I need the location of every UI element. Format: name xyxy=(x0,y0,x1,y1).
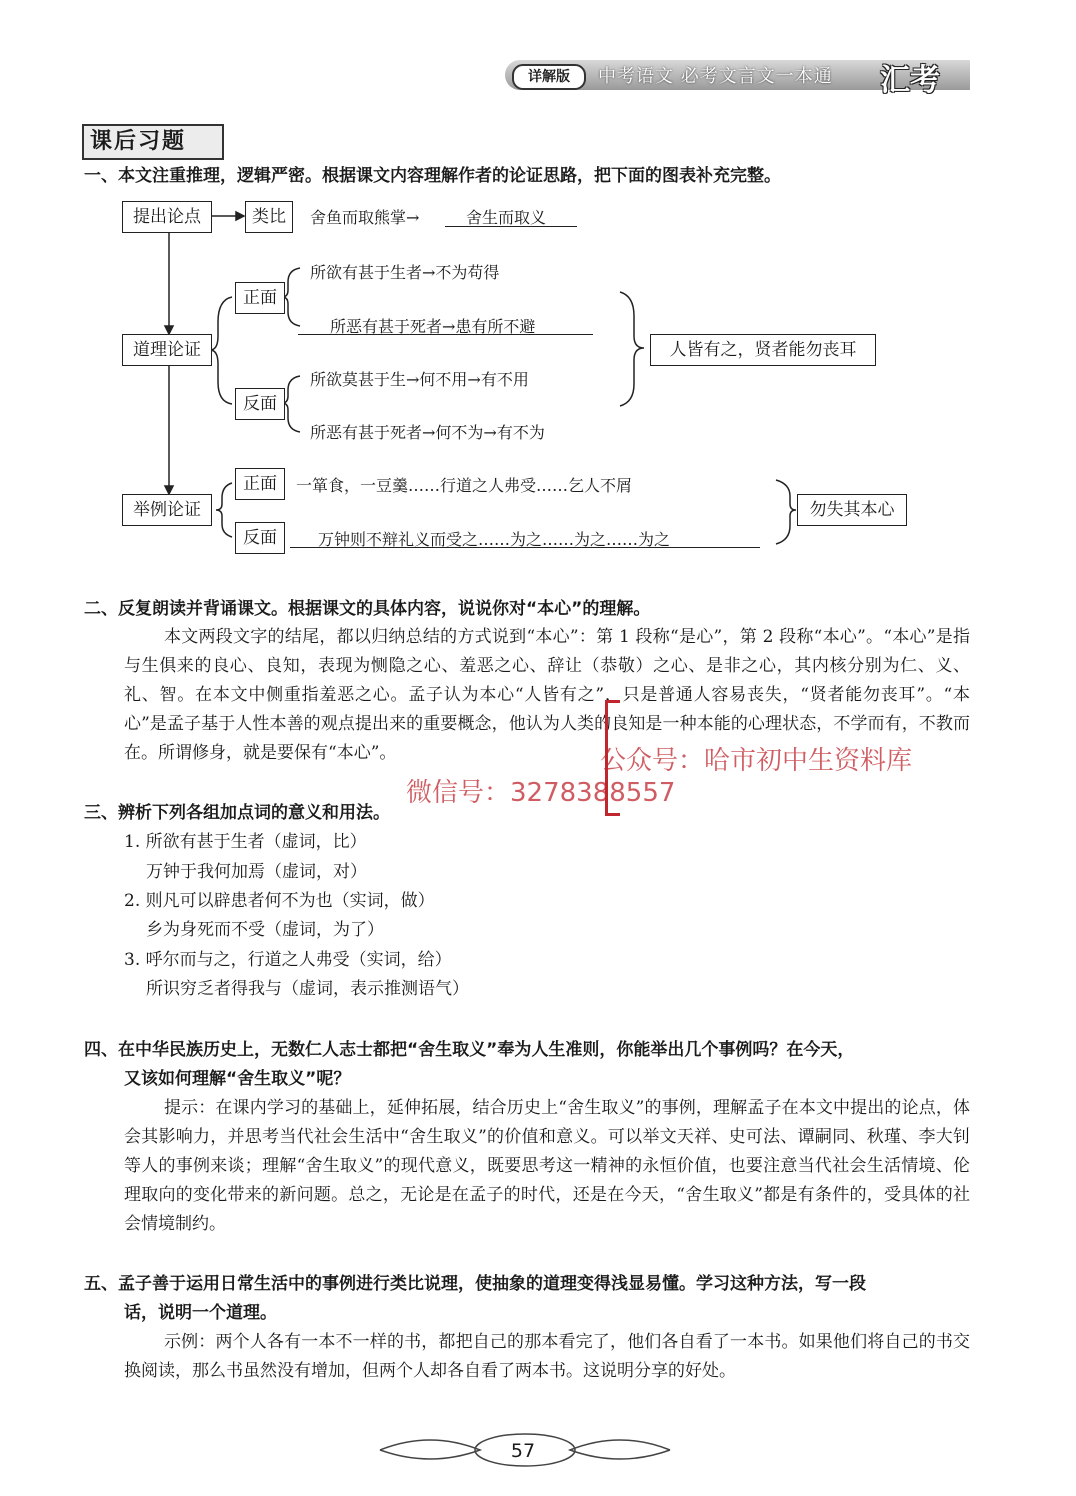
q1-title: 一、本文注重推理，逻辑严密。根据课文内容理解作者的论证思路，把下面的图表补充完整。 xyxy=(84,166,781,186)
q5-title-line1: 五、孟子善于运用日常生活中的事例进行类比说理，使抽象的道理变得浅显易懂。学习这种方法，写一段 xyxy=(84,1274,866,1294)
q4-title-line1: 四、在中华民族历史上，无数仁人志士都把“舍生取义”奉为人生准则，你能举出几个事例吗？在今天， xyxy=(84,1040,855,1060)
line-suoyu-2: 所欲莫甚于生→何不用→有不用 xyxy=(310,370,529,389)
stamp-line2: 微信号：3278388557 xyxy=(406,778,676,808)
leibi-text: 舍鱼而取熊掌→ xyxy=(310,208,420,227)
leibi-underline xyxy=(445,226,577,227)
leibi-answer: 舍生而取义 xyxy=(466,208,547,227)
q3-item-2b: 乡为身死而不受（虚词，为了） xyxy=(146,920,384,940)
edition-badge: 详解版 xyxy=(512,64,586,90)
book-title: 中考语文 必考文言文一本通 xyxy=(598,66,833,87)
box-leibi: 类比 xyxy=(245,201,293,233)
q2-answer: 本文两段文字的结尾，都以归纳总结的方式说到“本心”：第 1 段称“是心”，第 2 段称“本心”。“本心”是指与生俱来的良心、良知，表现为恻隐之心、羞恶之心、辞让（恭敬）之心、是非之心，其内核分别为仁、义、礼、智。在本文中侧重指羞恶之心。孟子认为本心“人皆有之”，只是普通人容易丧失，“贤者能勿丧耳”。“本心”是孟子基于人性本善的观点提出来的重要概念，他认为人类的良知是一种本能的心理状态，不学而有，不教而在。所谓修身，就是要保有“本心”。 xyxy=(124,627,970,763)
q2-title: 二、反复朗读并背诵课文。根据课文的具体内容，说说你对“本心”的理解。 xyxy=(84,599,651,619)
box-zhengmian-2: 正面 xyxy=(235,468,285,500)
brand-logo: 汇考 xyxy=(880,63,940,98)
line6-underline xyxy=(290,547,760,548)
q5-answer: 示例：两个人各有一本不一样的书，都把自己的那本看完了，他们各自看了一本书。如果他们将自己的书交换阅读，那么书虽然没有增加，但两个人却各自看了两本书。这说明分享的好处。 xyxy=(124,1332,970,1381)
q4-title-line2: 又该如何理解“舍生取义”呢？ xyxy=(124,1069,351,1089)
q5-title-line2: 话，说明一个道理。 xyxy=(124,1303,277,1323)
q3-title: 三、辨析下列各组加点词的意义和用法。 xyxy=(84,803,390,823)
box-fanmian-1: 反面 xyxy=(235,388,285,420)
page-number: 57 xyxy=(510,1440,536,1462)
section-tag: 课后习题 xyxy=(82,124,224,160)
box-conclusion-2: 勿失其本心 xyxy=(797,494,907,526)
stamp-line1: 公众号：哈市初中生资料库 xyxy=(600,746,913,776)
line-suowu-1: 所恶有甚于死者→患有所不避 xyxy=(330,317,536,336)
line-yidanshi: 一箪食，一豆羹……行道之人弗受……乞人不屑 xyxy=(296,476,633,495)
box-daoli-lunzheng: 道理论证 xyxy=(122,334,212,366)
line-suowu-2: 所恶有甚于死者→何不为→有不为 xyxy=(310,423,545,442)
line-suoyu-1: 所欲有甚于生者→不为苟得 xyxy=(310,263,500,282)
box-fanmian-2: 反面 xyxy=(235,522,285,554)
line2-underline xyxy=(298,334,593,335)
box-zhengmian-1: 正面 xyxy=(235,282,285,314)
q3-item-3b: 所识穷乏者得我与（虚词，表示推测语气） xyxy=(146,979,469,999)
box-tichu-lundian: 提出论点 xyxy=(122,201,212,233)
q3-item-1b: 万钟于我何加焉（虚词，对） xyxy=(146,862,367,882)
q3-item-3a: 3. 呼尔而与之，行道之人弗受（实词，给） xyxy=(124,950,452,970)
box-juli-lunzheng: 举例论证 xyxy=(122,494,212,526)
box-conclusion-1: 人皆有之，贤者能勿丧耳 xyxy=(650,334,876,366)
line-wanzhong: 万钟则不辩礼义而受之……为之……为之……为之 xyxy=(318,530,671,549)
q3-item-2a: 2. 则凡可以辟患者何不为也（实词，做） xyxy=(124,891,435,911)
q4-answer: 提示：在课内学习的基础上，延伸拓展，结合历史上“舍生取义”的事例，理解孟子在本文中提出的论点，体会其影响力，并思考当代社会生活中“舍生取义”的价值和意义。可以举文天祥、史可法、谭嗣同、秋瑾、李大钊等人的事例来谈；理解“舍生取义”的现代意义，既要思考这一精神的永恒价值，也要注意当代社会生活情境、伦理取向的变化带来的新问题。总之，无论是在孟子的时代，还是在今天，“舍生取义”都是有条件的，受具体的社会情境制约。 xyxy=(124,1098,970,1234)
q3-item-1a: 1. 所欲有甚于生者（虚词，比） xyxy=(124,832,367,852)
